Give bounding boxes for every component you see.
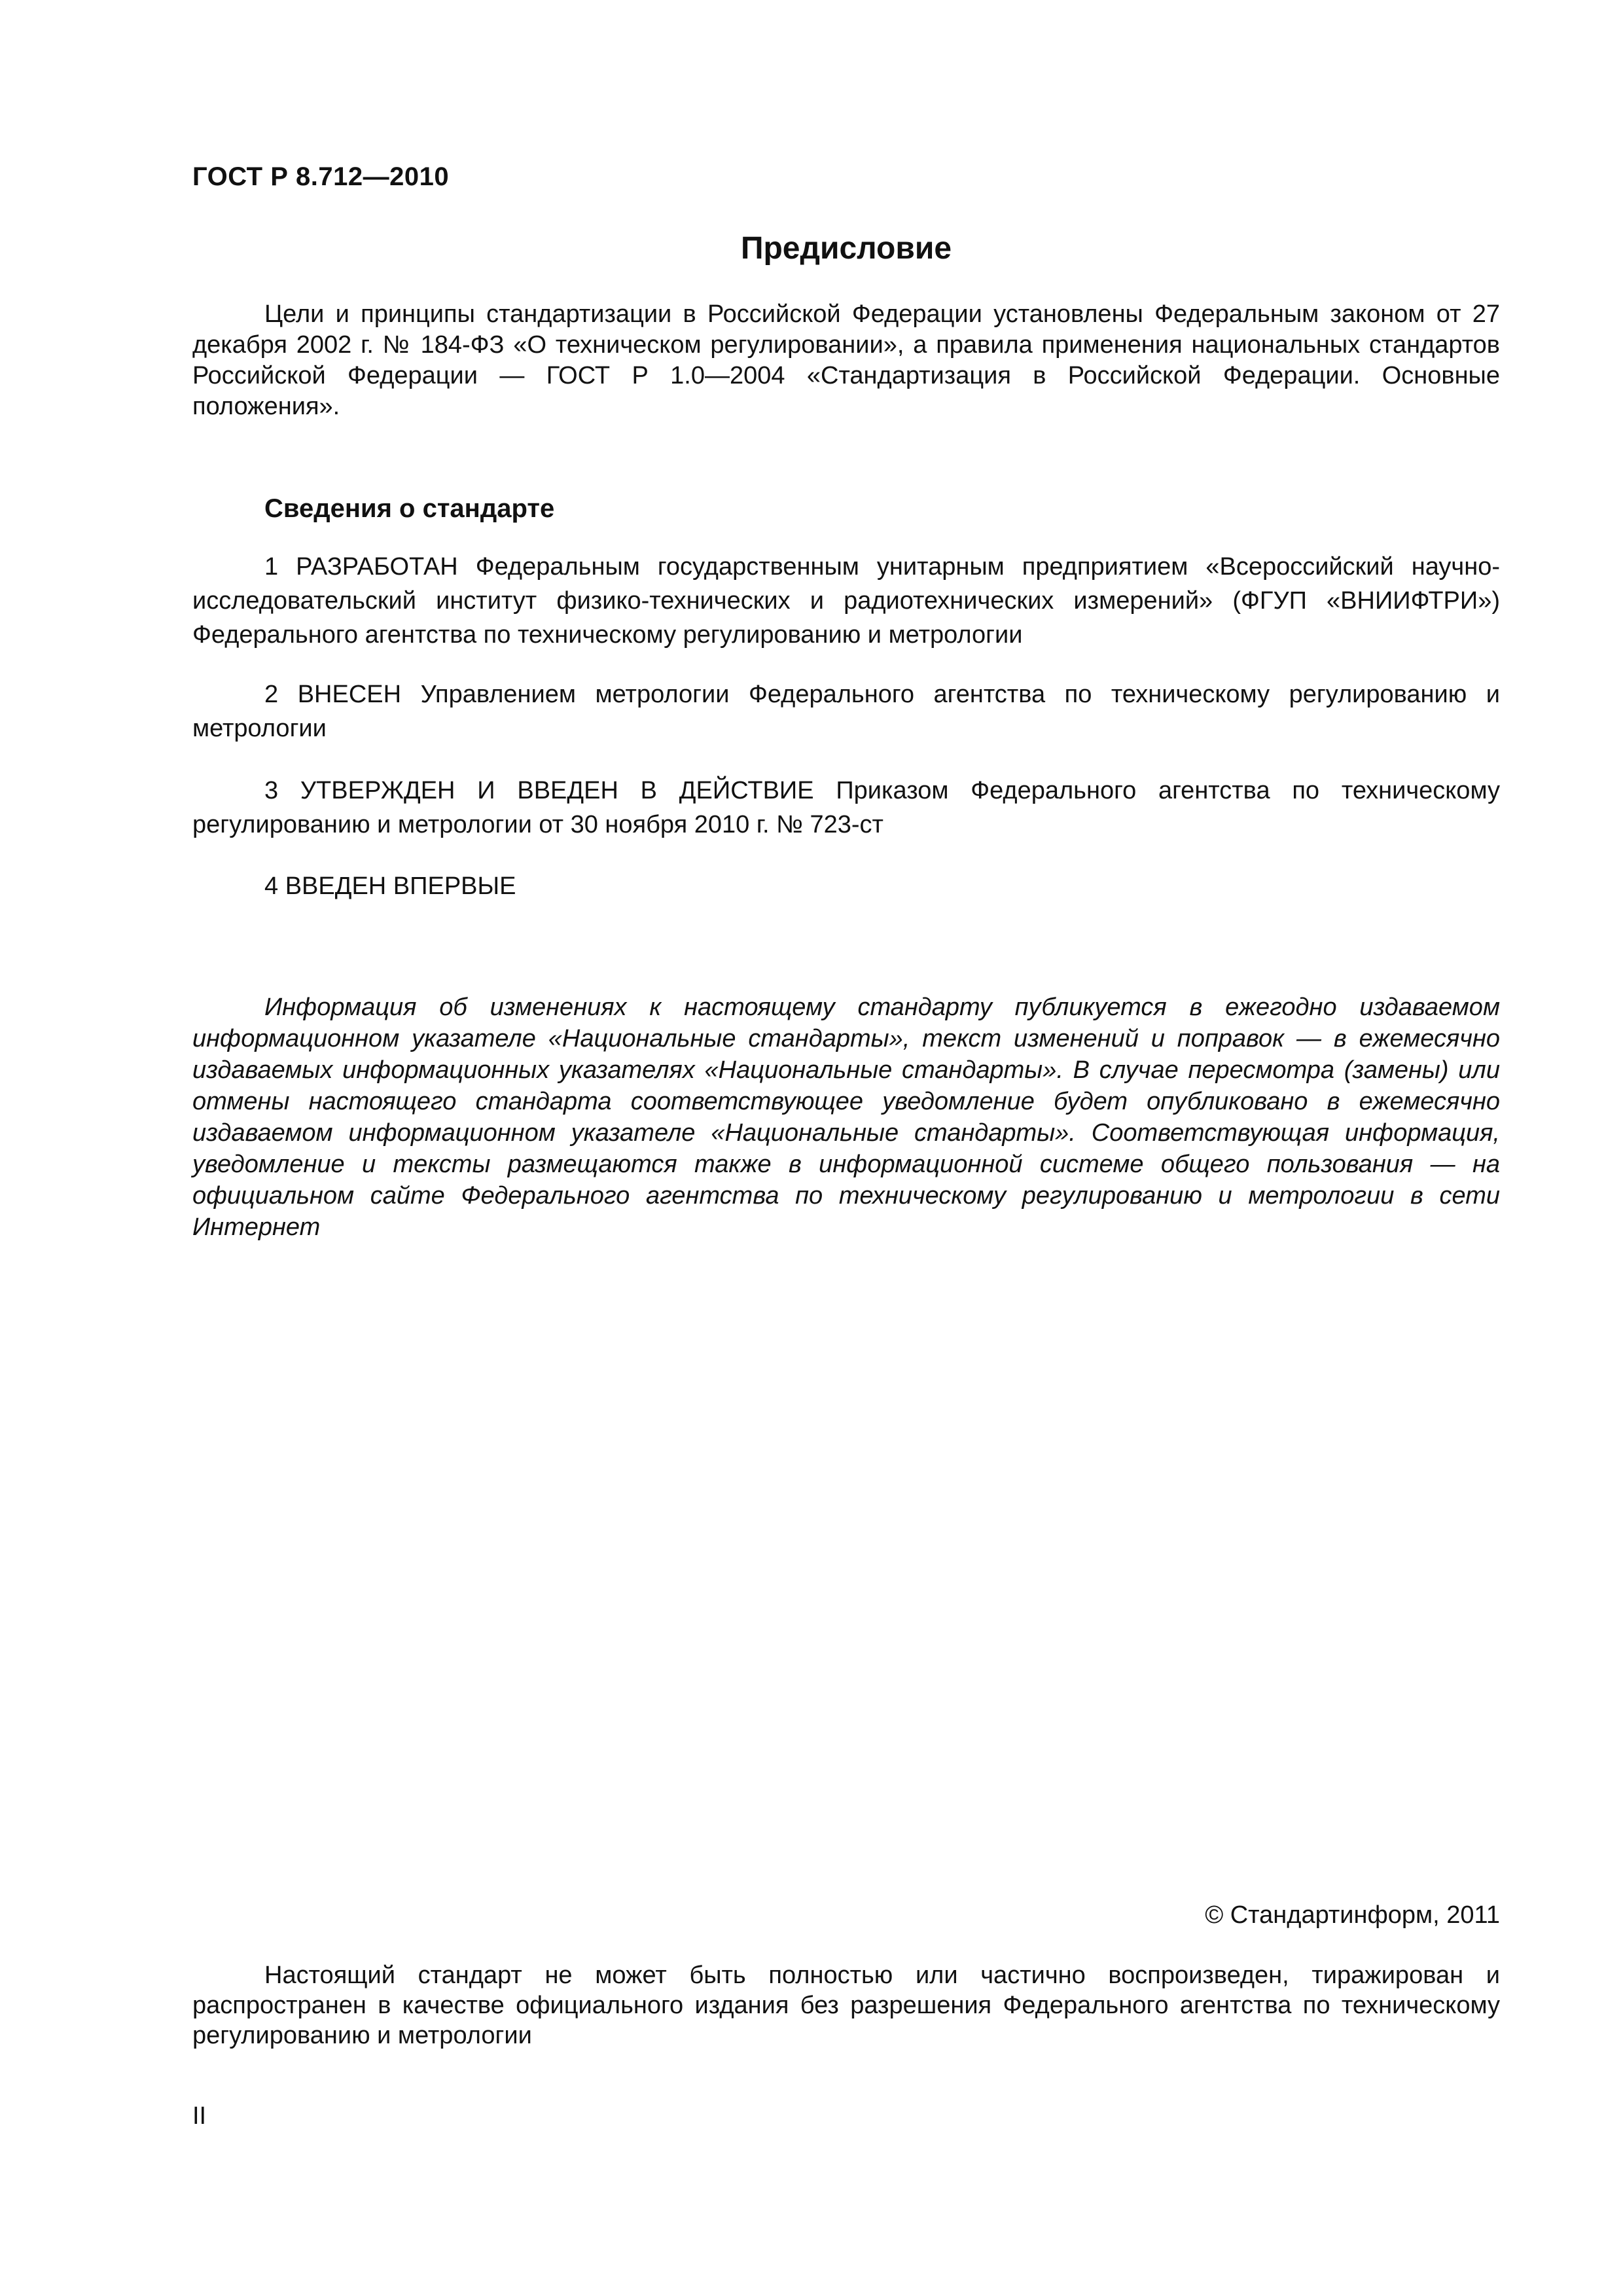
page-title: Предисловие [740,231,952,266]
info-item-approved: 3 УТВЕРЖДЕН И ВВЕДЕН В ДЕЙСТВИЕ Приказом Федерального агентства по техническому регулированию и метрологии от 30 ноября 2010 г. № 723-ст [192,777,1500,838]
changes-info-note: Информация об изменениях к настоящему стандарту публикуется в ежегодно издаваемом информационном указателе «Национальные стандарты», текст изменений и поправок — в ежемесячно издаваемых информационных указателях «Национальные стандарты». В случае пересмотра (замены) или отмены настоящего стандарта соответствующее уведомление будет опубликовано в ежемесячно издаваемом информационном указателе «Национальные стандарты». Соответствующая информация, уведомление и тексты размещаются также в информационной системе общего пользования — на официальном сайте Федерального агентства по техническому регулированию и метрологии в сети Интернет [192,994,1500,1241]
info-item-submitted: 2 ВНЕСЕН Управлением метрологии Федерального агентства по техническому регулированию и метрологии [192,681,1500,742]
info-item-developed: 1 РАЗРАБОТАН Федеральным государственным унитарным предприятием «Всероссийский научно-исследовательский институт физико-технических и радиотехнических измерений» (ФГУП «ВНИИФТРИ») Федерального агентства по техническому регулированию и метрологии [192,553,1500,649]
legal-notice: Настоящий стандарт не может быть полностью или частично воспроизведен, тиражирован и распространен в качестве официального издания без разрешения Федерального агентства по техническому регулированию и метрологии [192,1962,1500,2049]
standard-code: ГОСТ Р 8.712—2010 [192,162,450,191]
copyright-notice: © Стандартинформ, 2011 [1205,1901,1500,1929]
info-item-introduced: 4 ВВЕДЕН ВПЕРВЫЕ [264,872,516,900]
intro-paragraph: Цели и принципы стандартизации в Российской Федерации установлены Федеральным законом от 27 декабря 2002 г. № 184-ФЗ «О техническом регулировании», а правила применения национальных стандартов Российской Федерации — ГОСТ Р 1.0—2004 «Стандартизация в Российской Федерации. Основные положения». [192,300,1500,420]
page-number: II [192,2102,207,2130]
standard-info-heading: Сведения о стандарте [264,494,555,523]
